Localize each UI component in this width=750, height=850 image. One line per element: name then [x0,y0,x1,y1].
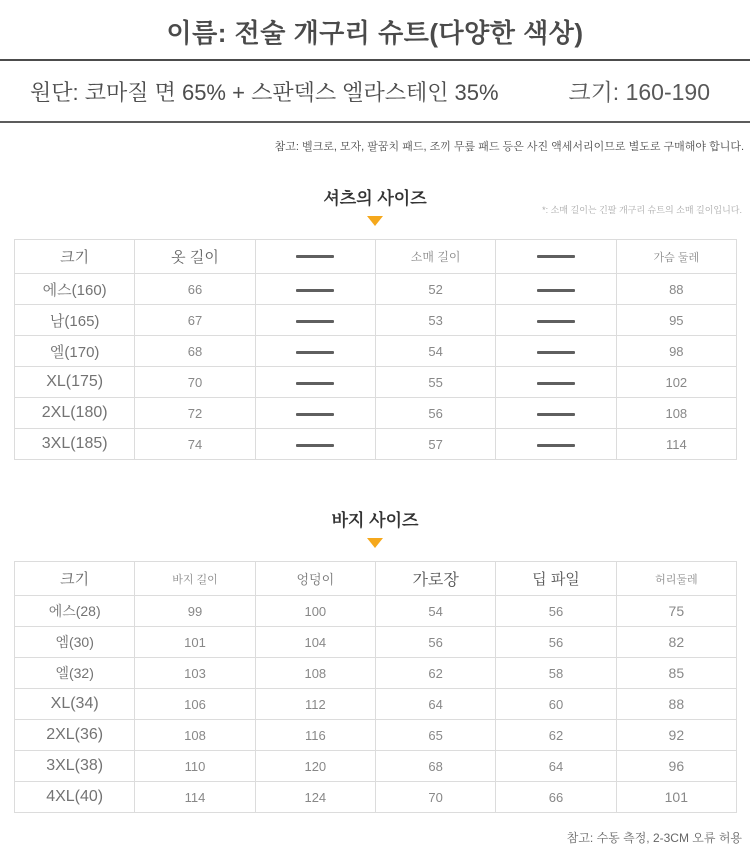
dash-placeholder [537,255,575,258]
table-header-cell: 소매 길이 [375,240,495,274]
table-cell [496,305,616,336]
table-header-cell: 크기 [15,562,135,596]
table-cell: 67 [135,305,255,336]
table-header-cell [496,240,616,274]
table-cell [496,398,616,429]
table-header-cell: 딥 파일 [496,562,616,596]
table-cell [496,429,616,460]
table-cell: 엘(32) [15,658,135,689]
table-cell: 95 [616,305,736,336]
table-cell: 남(165) [15,305,135,336]
table-cell: 88 [616,274,736,305]
dash-placeholder [537,382,575,385]
table-cell: 103 [135,658,255,689]
shirt-size-table [14,239,737,460]
table-cell: 72 [135,398,255,429]
pants-size-table [14,561,737,813]
table-cell: 102 [616,367,736,398]
table-cell: 60 [496,689,616,720]
table-cell: 68 [375,751,495,782]
table-row [15,305,737,336]
table-cell: 70 [375,782,495,813]
table-cell: 54 [375,336,495,367]
size-range: 크기: 160-190 [568,79,710,105]
table-cell: 68 [135,336,255,367]
table-cell [496,367,616,398]
table-header-cell: 허리둘레 [616,562,736,596]
table-header-cell [255,240,375,274]
table-header-cell: 옷 길이 [135,240,255,274]
table-header-cell: 엉덩이 [255,562,375,596]
table-cell: 65 [375,720,495,751]
table-cell: 62 [496,720,616,751]
table-cell: 2XL(36) [15,720,135,751]
table-cell: 104 [255,627,375,658]
table-row [15,658,737,689]
table-cell: 에스(28) [15,596,135,627]
table-cell: 114 [616,429,736,460]
table-cell: 112 [255,689,375,720]
table-header-cell: 바지 길이 [135,562,255,596]
table-row [15,627,737,658]
table-row [15,429,737,460]
table-cell: 66 [135,274,255,305]
table-row [15,751,737,782]
table-cell [496,336,616,367]
table-cell: 75 [616,596,736,627]
table-row [15,782,737,813]
divider-top [0,59,750,61]
dash-placeholder [537,413,575,416]
table-cell: 56 [375,627,495,658]
dash-placeholder [537,351,575,354]
table-cell [496,274,616,305]
dash-placeholder [296,255,334,258]
table-cell: 96 [616,751,736,782]
table-cell: 57 [375,429,495,460]
table-header-cell: 크기 [15,240,135,274]
divider-fabric [0,121,750,123]
table-cell: 3XL(185) [15,429,135,460]
table-cell: XL(175) [15,367,135,398]
table-cell [255,274,375,305]
table-cell: 4XL(40) [15,782,135,813]
fabric-row [0,76,750,108]
table-row [15,336,737,367]
table-cell: 74 [135,429,255,460]
fabric-composition: 원단: 코마질 면 65% + 스판덱스 엘라스테인 35% [30,80,499,105]
table-cell: 82 [616,627,736,658]
pants-section-title: 바지 사이즈 [331,511,419,530]
dash-placeholder [296,351,334,354]
table-cell [255,429,375,460]
table-cell: 66 [496,782,616,813]
table-cell: 56 [496,596,616,627]
table-row [15,367,737,398]
shirt-section-title: 셔츠의 사이즈 [323,189,427,208]
dash-placeholder [296,382,334,385]
table-cell: 108 [616,398,736,429]
table-cell: 88 [616,689,736,720]
table-row [15,274,737,305]
table-cell: 54 [375,596,495,627]
table-cell: 엘(170) [15,336,135,367]
table-cell [255,305,375,336]
table-cell: 98 [616,336,736,367]
table-cell: 56 [375,398,495,429]
table-header-cell: 가로장 [375,562,495,596]
table-cell: 114 [135,782,255,813]
table-cell: 3XL(38) [15,751,135,782]
table-cell: 92 [616,720,736,751]
dash-placeholder [296,444,334,447]
table-cell: 64 [375,689,495,720]
table-cell: 52 [375,274,495,305]
table-cell [255,398,375,429]
table-cell: 58 [496,658,616,689]
page-title: 이름: 전술 개구리 슈트(다양한 색상) [166,18,584,48]
table-header-row [15,562,737,596]
table-row [15,398,737,429]
pants-section-head [0,506,750,548]
table-header-cell: 가슴 둘레 [616,240,736,274]
dash-placeholder [296,320,334,323]
shirt-section-head [0,184,750,226]
table-cell: 53 [375,305,495,336]
sleeve-length-note: *: 소매 길이는 긴팔 개구리 슈트의 소매 길이입니다. [542,205,742,215]
table-cell: 2XL(180) [15,398,135,429]
table-row [15,596,737,627]
table-cell [255,336,375,367]
table-cell: 70 [135,367,255,398]
dash-placeholder [296,289,334,292]
table-cell: 110 [135,751,255,782]
table-cell: 64 [496,751,616,782]
table-cell [255,367,375,398]
table-row [15,689,737,720]
table-cell: 106 [135,689,255,720]
accessory-note: 참고: 벨크로, 모자, 팔꿈치 패드, 조끼 무릎 패드 등은 사진 액세서리이므로 별도로 구매해야 합니다. [274,141,744,153]
table-row [15,720,737,751]
table-cell: 101 [135,627,255,658]
table-cell: 62 [375,658,495,689]
dash-placeholder [537,289,575,292]
table-cell: 엠(30) [15,627,135,658]
measurement-note: 참고: 수동 측정, 2-3CM 오류 허용 [566,831,742,845]
triangle-down-icon [367,216,383,226]
table-cell: 101 [616,782,736,813]
table-cell: 56 [496,627,616,658]
triangle-down-icon [367,538,383,548]
table-cell: 108 [255,658,375,689]
table-header-row [15,240,737,274]
table-cell: 55 [375,367,495,398]
table-cell: XL(34) [15,689,135,720]
dash-placeholder [537,320,575,323]
table-cell: 에스(160) [15,274,135,305]
table-cell: 116 [255,720,375,751]
dash-placeholder [296,413,334,416]
table-cell: 108 [135,720,255,751]
table-cell: 85 [616,658,736,689]
dash-placeholder [537,444,575,447]
table-cell: 124 [255,782,375,813]
table-cell: 100 [255,596,375,627]
table-cell: 120 [255,751,375,782]
table-cell: 99 [135,596,255,627]
